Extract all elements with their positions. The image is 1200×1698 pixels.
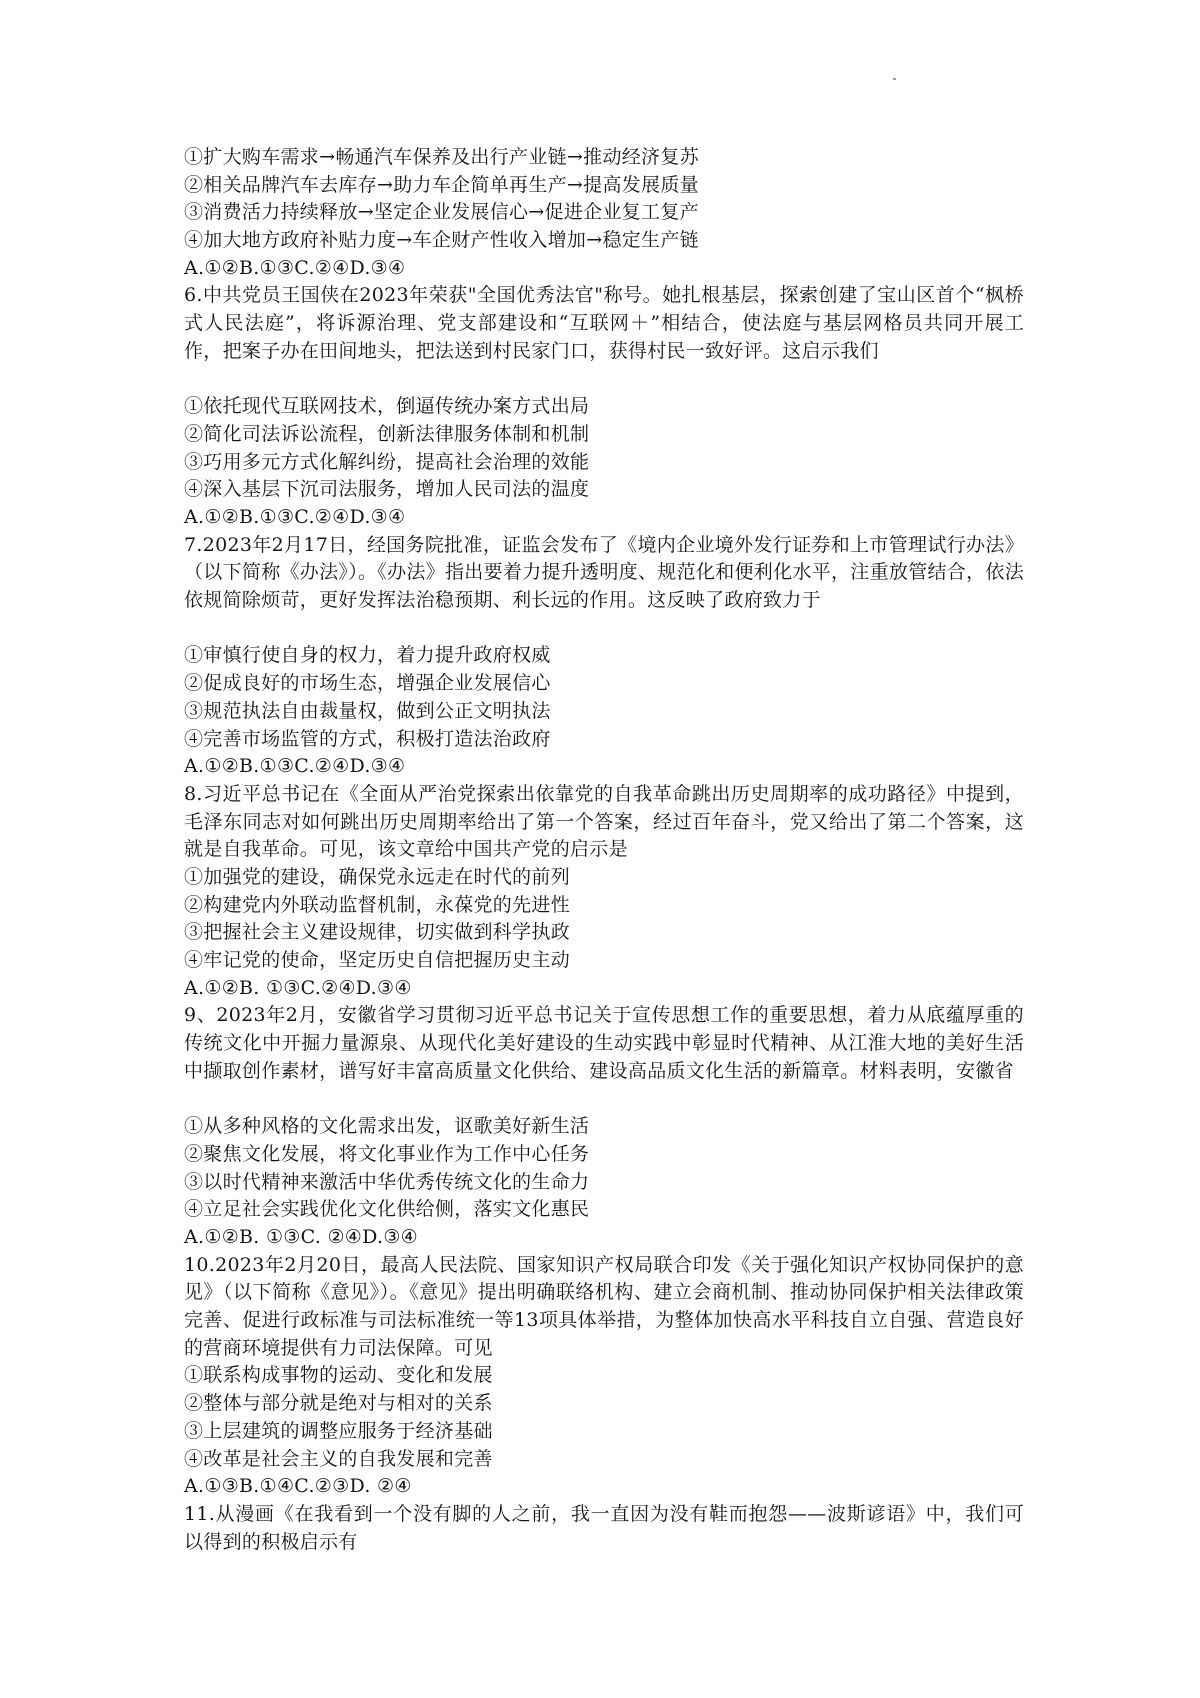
q7-option-3: ③规范执法自由裁量权，做到公正文明执法: [184, 699, 551, 722]
q7-option-2: ②促成良好的市场生态，增强企业发展信心: [184, 672, 551, 695]
q6-stem: 6.中共党员王国侠在2023年荣获"全国优秀法官"称号。她扎根基层，探索创建了宝山区首个“枫桥式人民法庭”，将诉源治理、党支部建设和“互联网＋”相结合，使法庭与基层网格员共同开展工作，把案子办在田间地头，把法送到村民家门口，获得村民一致好评。这启示我们: [184, 284, 1024, 362]
q7-stem: 7.2023年2月17日，经国务院批准，证监会发布了《境内企业境外发行证券和上市管理试行办法》（以下简称《办法》）。《办法》指出要着力提升透明度、规范化和便利化水平，注重放管结合，依法依规简除烦苛，更好发挥法治稳预期、利长远的作用。这反映了政府致力于: [184, 533, 1025, 612]
q9-option-3: ③以时代精神来激活中华优秀传统文化的生命力: [184, 1170, 590, 1193]
q5-option-1: ①扩大购车需求→畅通汽车保养及出行产业链→推动经济复苏: [184, 146, 699, 168]
q9-option-4: ④立足社会实践优化文化供给侧，落实文化惠民: [184, 1198, 590, 1221]
q5-option-4: ④加大地方政府补贴力度→车企财产性收入增加→稳定生产链: [184, 229, 699, 252]
q8-option-2: ②构建党内外联动监督机制，永葆党的先进性: [184, 893, 571, 916]
q9-stem: 9、2023年2月，安徽省学习贯彻习近平总书记关于宣传思想工作的重要思想，着力从底蕴厚重的传统文化中开掘力量源泉、从现代化美好建设的生动实践中彰显时代精神、从江淮大地的美好生活中撷取创作素材，谱写好丰富高质量文化供给、建设高品质文化生活的新篇章。材料表明，安徽省: [184, 1004, 1024, 1082]
q8-option-3: ③把握社会主义建设规律，切实做到科学执政: [184, 921, 571, 944]
q5-option-2: ②相关品牌汽车去库存→助力车企简单再生产→提高发展质量: [184, 173, 699, 196]
q6-answer-choices: A.①②B.①③C.②④D.③④: [184, 505, 406, 528]
q10-option-2: ②整体与部分就是绝对与相对的关系: [184, 1392, 493, 1415]
q9-option-2: ②聚焦文化发展，将文化事业作为工作中心任务: [184, 1142, 590, 1165]
q8-stem: 8.习近平总书记在《全面从严治党探索出依靠党的自我革命跳出历史周期率的成功路径》中提到，毛泽东同志对如何跳出历史周期率给出了第一个答案，经过百年奋斗，党又给出了第二个答案，这就是自我革命。可见，该文章给中国共产党的启示是: [184, 782, 1024, 861]
q9-option-1: ①从多种风格的文化需求出发，讴歌美好新生活: [184, 1115, 590, 1138]
q11-stem: 11.从漫画《在我看到一个没有脚的人之前，我一直因为没有鞋而抱怨——波斯谚语》中，我们可以得到的积极启示有: [184, 1502, 1024, 1553]
question-list: [184, 144, 1024, 1556]
q5-option-3: ③消费活力持续释放→坚定企业发展信心→促进企业复工复产: [184, 201, 699, 224]
q6-option-4: ④深入基层下沉司法服务，增加人民司法的温度: [184, 478, 590, 501]
q6-option-1: ①依托现代互联网技术，倒逼传统办案方式出局: [184, 395, 590, 418]
q10-option-1: ①联系构成事物的运动、变化和发展: [184, 1364, 493, 1387]
q8-option-4: ④牢记党的使命，坚定历史自信把握历史主动: [184, 949, 571, 972]
q7-option-4: ④完善市场监管的方式，积极打造法治政府: [184, 727, 551, 750]
q7-answer-choices: A.①②B.①③C.②④D.③④: [184, 755, 406, 778]
q10-option-3: ③上层建筑的调整应服务于经济基础: [184, 1419, 493, 1442]
q10-option-4: ④改革是社会主义的自我发展和完善: [184, 1447, 493, 1470]
q6-option-2: ②简化司法诉讼流程，创新法律服务体制和机制: [184, 422, 590, 445]
scan-mark: [893, 78, 896, 80]
q7-option-1: ①审慎行使自身的权力，着力提升政府权威: [184, 644, 551, 667]
q6-option-3: ③巧用多元方式化解纠纷，提高社会治理的效能: [184, 450, 590, 473]
q10-stem: 10.2023年2月20日，最高人民法院、国家知识产权局联合印发《关于强化知识产权协同保护的意见》（以下简称《意见》）。《意见》提出明确联络机构、建立会商机制、推动协同保护相关法律政策完善、促进行政标准与司法标准统一等13项具体举措，为整体加快高水平科技自立自强、营造良好的营商环境提供有力司法保障。可见: [184, 1253, 1024, 1359]
q9-answer-choices: A.①②B. ①③C. ②④D.③④: [184, 1225, 419, 1248]
q8-option-1: ①加强党的建设，确保党永远走在时代的前列: [184, 866, 571, 888]
q8-answer-choices: A.①②B. ①③C.②④D.③④: [184, 976, 412, 999]
q10-answer-choices: A.①③B.①④C.②③D. ②④: [184, 1475, 412, 1498]
q5-answer-choices: A.①②B.①③C.②④D.③④: [184, 256, 406, 279]
